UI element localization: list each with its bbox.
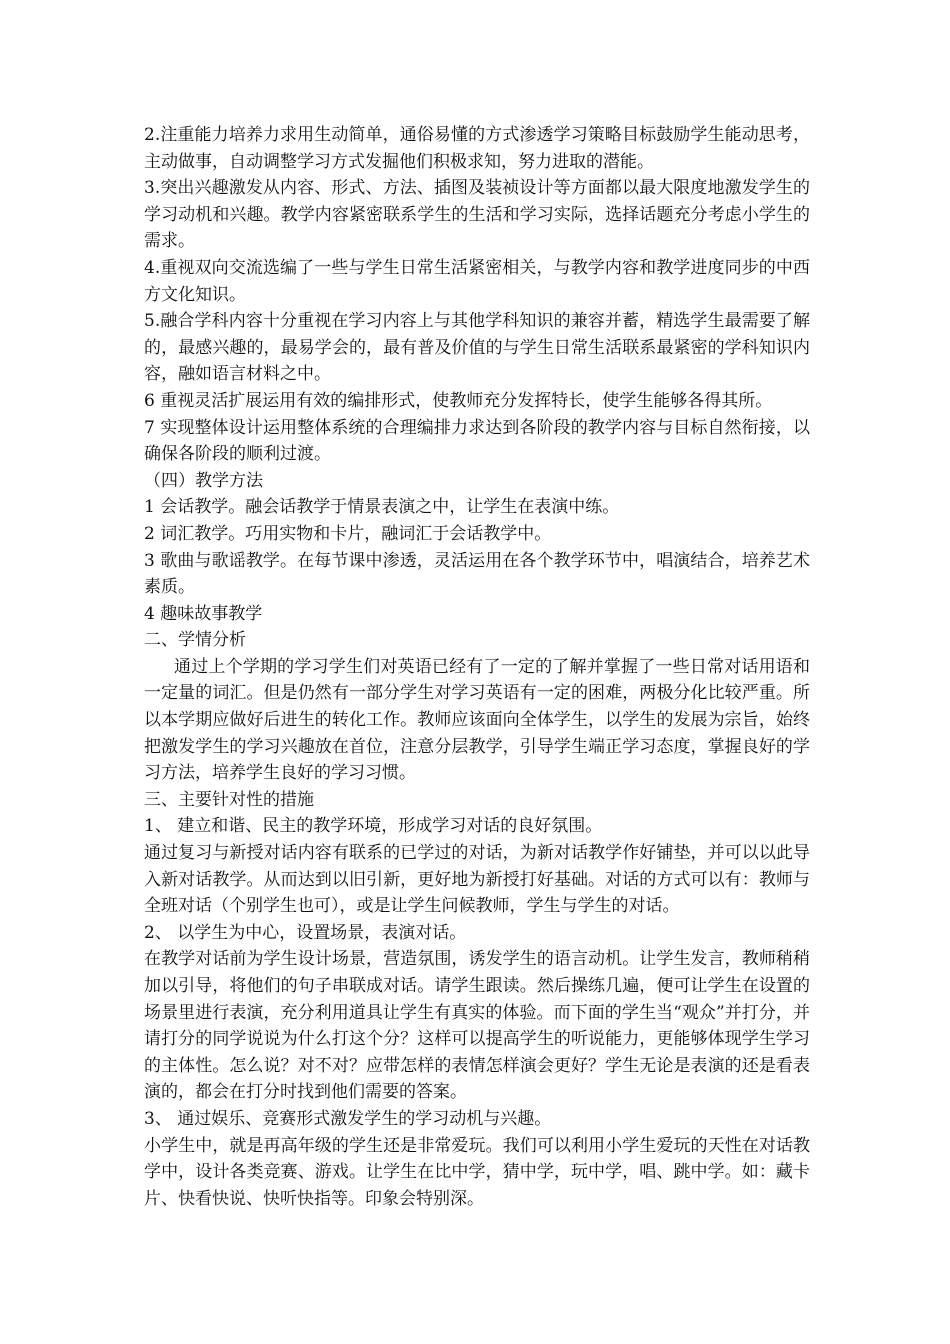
measure-heading-2: 2、 以学生为中心，设置场景，表演对话。 xyxy=(144,922,467,943)
measure-heading-3: 3、 通过娱乐、竞赛形式激发学生的学习动机与兴趣。 xyxy=(144,1108,552,1129)
method-item-2: 2 词汇教学。巧用实物和卡片，融词汇于会话教学中。 xyxy=(144,523,552,544)
measure-heading-1: 1、 建立和谐、民主的教学环境，形成学习对话的良好氛围。 xyxy=(144,816,603,837)
section-heading-teaching-methods: （四）教学方法 xyxy=(144,470,263,491)
paragraph-feature-2: 2.注重能力培养力求用生动简单，通俗易懂的方式渗透学习策略目标鼓励学生能动思考，主动做事，自动调整学习方式发掘他们积极求知，努力进取的潜能。 xyxy=(144,125,810,172)
measure-body-2: 在教学对话前为学生设计场景，营造氛围，诱发学生的语言动机。让学生发言，教师稍稍加以引导，将他们的句子串联成对话。请学生跟读。然后操练几遍，便可让学生在设置的场景里进行表演，充分利用道具让学生有真实的体验。而下面的学生当“观众”并打分，并请打分的同学说说为什么打这个分？这样可以提高学生的听说能力，更能够体现学生学习的主体性。怎么说？对不对？应带怎样的表情怎样演会更好？学生无论是表演的还是看表演的，都会在打分时找到他们需要的答案。 xyxy=(144,949,810,1103)
measure-body-1: 通过复习与新授对话内容有联系的已学过的对话，为新对话教学作好铺垫，并可以以此导入新对话教学。从而达到以旧引新，更好地为新授打好基础。对话的方式可以有：教师与全班对话（个别学生也可），或是让学生问候教师，学生与学生的对话。 xyxy=(144,843,810,917)
section-heading-measures: 三、主要针对性的措施 xyxy=(144,789,314,810)
paragraph-feature-6: 6 重视灵活扩展运用有效的编排形式，使教师充分发挥特长，使学生能够各得其所。 xyxy=(144,390,773,411)
measure-body-3: 小学生中，就是再高年级的学生还是非常爱玩。我们可以利用小学生爱玩的天性在对话教学中，设计各类竞赛、游戏。让学生在比中学，猜中学，玩中学，唱、跳中学。如：藏卡片、快看快说、快听快指等。印象会特别深。 xyxy=(144,1135,810,1209)
paragraph-feature-7: 7 实现整体设计运用整体系统的合理编排力求达到各阶段的教学内容与目标自然衔接，以确保各阶段的顺利过渡。 xyxy=(144,417,810,465)
paragraph-feature-5: 5.融合学科内容十分重视在学习内容上与其他学科知识的兼容并蓄，精选学生最需要了解的，最感兴趣的，最易学会的，最有普及价值的与学生日常生活联系最紧密的学科知识内容，融如语言材料之中。 xyxy=(144,311,810,385)
paragraph-feature-3: 3.突出兴趣激发从内容、形式、方法、插图及装祯设计等方面都以最大限度地激发学生的学习动机和兴趣。教学内容紧密联系学生的生活和学习实际，选择话题充分考虑小学生的需求。 xyxy=(144,178,810,252)
method-item-4: 4 趣味故事教学 xyxy=(144,603,263,624)
paragraph-feature-4: 4.重视双向交流选编了一些与学生日常生活紧密相关，与教学内容和教学进度同步的中西方文化知识。 xyxy=(144,257,810,305)
method-item-1: 1 会话教学。融会话教学于情景表演之中，让学生在表演中练。 xyxy=(144,497,620,518)
document-body xyxy=(144,122,810,1212)
student-analysis-body: 通过上个学期的学习学生们对英语已经有了一定的了解并掌握了一些日常对话用语和一定量的词汇。但是仍然有一部分学生对学习英语有一定的困难，两极分化比较严重。所以本学期应做好后进生的转化工作。教师应该面向全体学生，以学生的发展为宗旨，始终把激发学生的学习兴趣放在首位，注意分层教学，引导学生端正学习态度，掌握良好的学习方法，培养学生良好的学习习惯。 xyxy=(144,656,810,784)
section-heading-student-analysis: 二、学情分析 xyxy=(144,630,246,651)
method-item-3: 3 歌曲与歌谣教学。在每节课中渗透，灵活运用在各个教学环节中，唱演结合，培养艺术素质。 xyxy=(144,550,810,598)
